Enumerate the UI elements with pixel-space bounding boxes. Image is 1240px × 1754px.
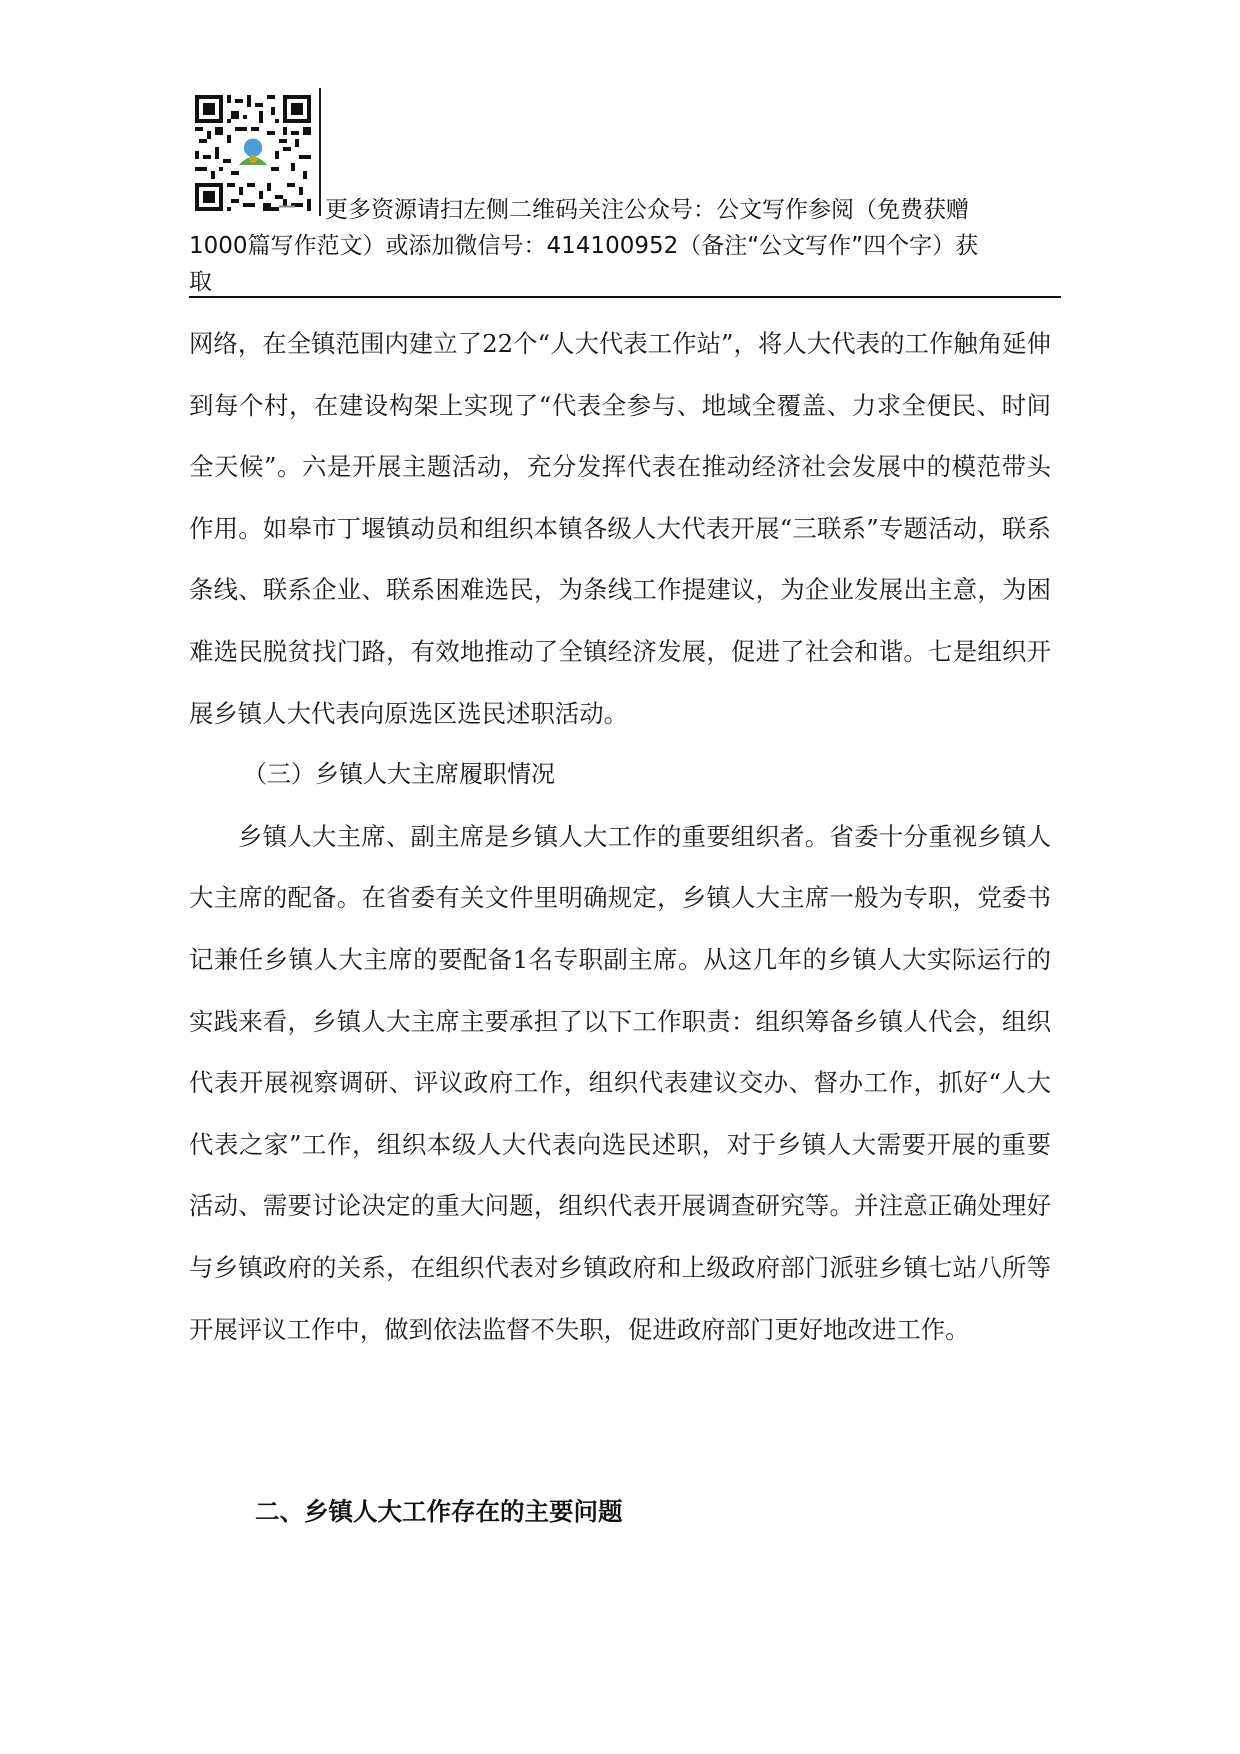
section-heading: 二、乡镇人大工作存在的主要问题 <box>255 1497 623 1526</box>
body-paragraph-2: 乡镇人大主席、副主席是乡镇人大工作的重要组织者。省委十分重视乡镇人大主席的配备。在省委有关文件里明确规定，乡镇人大主席一般为专职，党委书记兼任乡镇人大主席的要配备1名专职副主席。从这几年的乡镇人大实际运行的实践来看，乡镇人大主席主要承担了以下工作职责：组织筹备乡镇人代会，组织代表开展视察调研、评议政府工作，组织代表建议交办、督办工作，抓好“人大代表之家”工作，组织本级人大代表向选民述职，对于乡镇人大需要开展的重要活动、需要讨论决定的重大问题，组织代表开展调查研究等。并注意正确处理好与乡镇政府的关系，在组织代表对乡镇政府和上级政府部门派驻乡镇七站八所等开展评议工作中，做到依法监督不失职，促进政府部门更好地改进工作。 <box>189 821 1051 1344</box>
header-line-1-text: 更多资源请扫左侧二维码关注公众号：公文写作参阅（免费获赠 <box>325 197 969 223</box>
document-body <box>189 313 1051 1360</box>
subsection-heading: （三）乡镇人大主席履职情况 <box>243 760 555 789</box>
header-rule <box>189 296 1061 298</box>
header-line-2: 1000篇写作范文）或添加微信号：414100952（备注“公文写作”四个字）获 <box>189 233 979 259</box>
header-line-1 <box>189 192 1059 228</box>
body-paragraph-1: 网络，在全镇范围内建立了22个“人大代表工作站”，将人大代表的工作触角延伸到每个村，在建设构架上实现了“代表全参与、地域全覆盖、力求全便民、时间全天候”。六是开展主题活动，充分发挥代表在推动经济社会发展中的模范带头作用。如皋市丁堰镇动员和组织本镇各级人大代表开展“三联系”专题活动，联系条线、联系企业、联系困难选民，为条线工作提建议，为企业发展出主意，为困难选民脱贫找门路，有效地推动了全镇经济发展，促进了社会和谐。七是组织开展乡镇人大代表向原选区选民述职活动。 <box>189 329 1051 728</box>
header-notice <box>189 192 1059 300</box>
header-line-3: 取 <box>189 269 212 295</box>
